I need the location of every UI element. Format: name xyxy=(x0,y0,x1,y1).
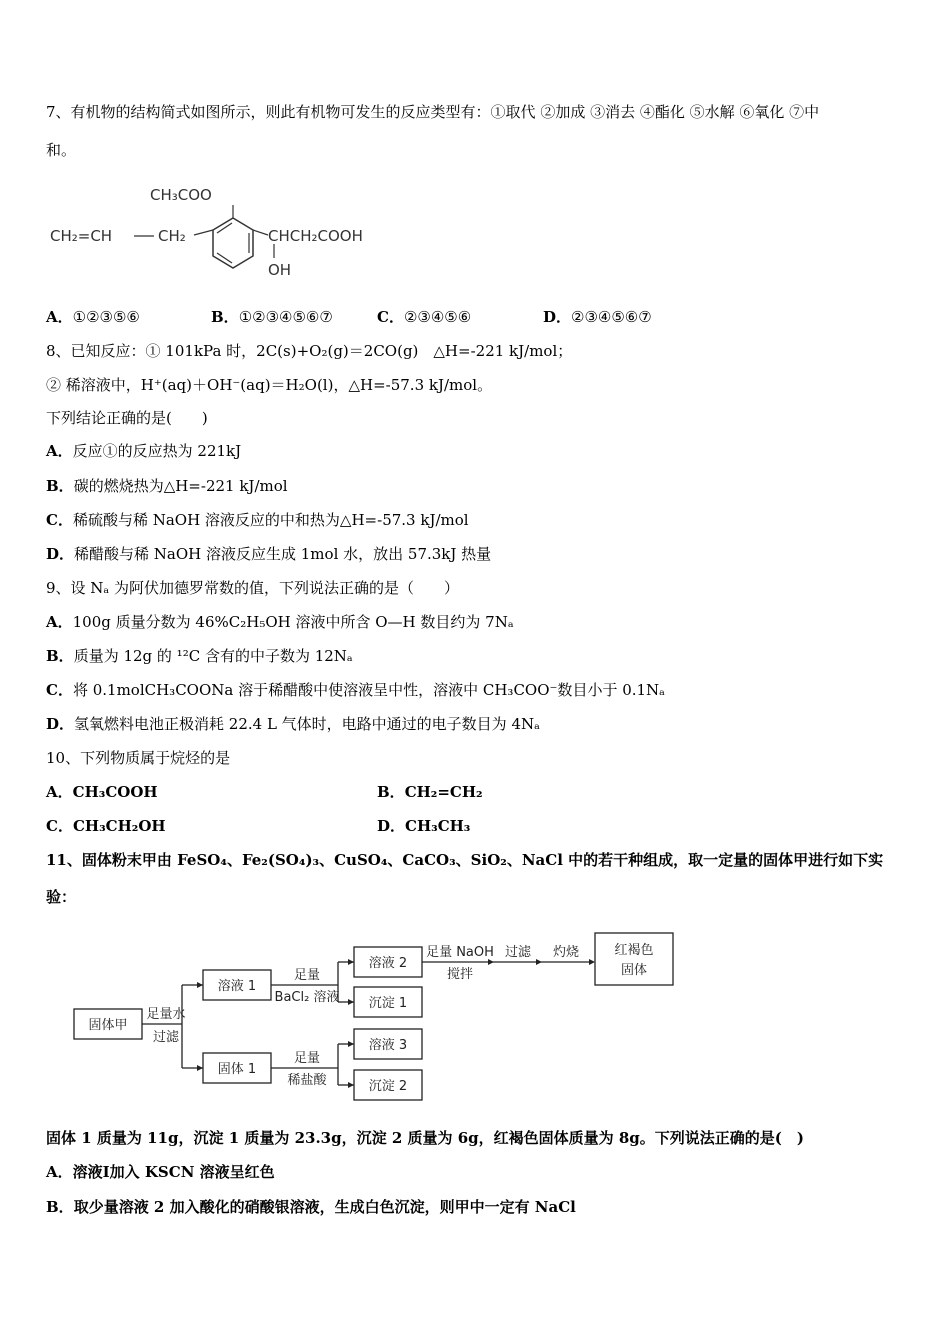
flow-hcl-bottom: 稀盐酸 xyxy=(287,1073,327,1088)
flow-ppt2-label: 沉淀 2 xyxy=(368,1079,408,1094)
q9-stem: 9、设 Nₐ 为阿伏加德罗常数的值，下列说法正确的是（ ） xyxy=(46,579,459,597)
q7-structure-diagram xyxy=(46,178,406,282)
structure-ester-label: CH₃COO xyxy=(150,186,212,204)
flow-product-label-2: 固体 xyxy=(620,963,648,978)
flow-solid1-label: 固体 1 xyxy=(217,1062,257,1077)
structure-vinyl-label: CH₂=CH xyxy=(50,227,113,245)
flow-step1-bottom: 过滤 xyxy=(152,1030,180,1045)
q10-option-a[interactable]: A．CH₃COOH xyxy=(46,783,158,801)
q11-stem-line1: 11、固体粉末甲由 FeSO₄、Fe₂(SO₄)₃、CuSO₄、CaCO₃、SiO₂、NaCl 中的若干种组成，取一定量的固体甲进行如下实 xyxy=(46,851,884,869)
benzene-ring xyxy=(213,218,253,268)
q8-stem-line1: 8、已知反应：① 101kPa 时，2C(s)+O₂(g)＝2CO(g) △H=-221 kJ/mol； xyxy=(46,342,573,360)
q11-data-line: 固体 1 质量为 11g，沉淀 1 质量为 23.3g，沉淀 2 质量为 6g，红褐色固体质量为 8g。下列说法正确的是( ) xyxy=(46,1129,804,1147)
q8-option-a[interactable]: A．反应①的反应热为 221kJ xyxy=(46,442,242,460)
flow-bacl2-bottom: BaCl₂ 溶液 xyxy=(274,990,340,1005)
q11-option-b[interactable]: B．取少量溶液 2 加入酸化的硝酸银溶液，生成白色沉淀，则甲中一定有 NaCl xyxy=(46,1198,576,1216)
q10-option-d[interactable]: D．CH₃CH₃ xyxy=(377,817,471,835)
q10-option-c[interactable]: C．CH₃CH₂OH xyxy=(46,817,166,835)
q8-option-d[interactable]: D．稀醋酸与稀 NaOH 溶液反应生成 1mol 水，放出 57.3kJ 热量 xyxy=(46,545,492,563)
flow-sol3-label: 溶液 3 xyxy=(368,1038,408,1053)
q7-stem-line1: 7、有机物的结构简式如图所示，则此有机物可发生的反应类型有：①取代 ②加成 ③消去 ④酯化 ⑤水解 ⑥氧化 ⑦中 xyxy=(46,103,820,121)
q10-stem: 10、下列物质属于烷烃的是 xyxy=(46,749,231,767)
q7-option-d[interactable]: D．②③④⑤⑥⑦ xyxy=(543,308,652,326)
q9-option-a[interactable]: A．100g 质量分数为 46%C₂H₅OH 溶液中所含 O—H 数目约为 7Nₐ xyxy=(46,613,514,631)
flow-naoh-top: 足量 NaOH xyxy=(426,945,494,960)
q8-stem-line2: ② 稀溶液中，H⁺(aq)＋OH⁻(aq)＝H₂O(l)，△H=-57.3 kJ/mol。 xyxy=(46,376,493,394)
q11-flow-diagram xyxy=(70,925,690,1105)
q11-stem-line2: 验： xyxy=(46,888,77,906)
q9-option-d[interactable]: D．氢氧燃料电池正极消耗 22.4 L 气体时，电路中通过的电子数目为 4Nₐ xyxy=(46,715,540,733)
structure-ch2-label: CH₂ xyxy=(158,227,186,245)
q11-option-a[interactable]: A．溶液Ⅰ加入 KSCN 溶液呈红色 xyxy=(46,1163,275,1181)
flow-step1-top: 足量水 xyxy=(146,1007,186,1022)
flow-burn-label: 灼烧 xyxy=(552,945,580,960)
flow-ppt1-label: 沉淀 1 xyxy=(368,996,408,1011)
q7-stem-line2: 和。 xyxy=(46,141,77,159)
q7-option-c[interactable]: C．②③④⑤⑥ xyxy=(377,308,472,326)
q9-option-b[interactable]: B．质量为 12g 的 ¹²C 含有的中子数为 12Nₐ xyxy=(46,647,353,665)
flow-sol1-label: 溶液 1 xyxy=(217,979,257,994)
flow-sol2-label: 溶液 2 xyxy=(368,956,408,971)
q7-option-a[interactable]: A．①②③⑤⑥ xyxy=(46,308,140,326)
q10-option-b[interactable]: B．CH₂=CH₂ xyxy=(377,783,483,801)
flow-naoh-bottom: 搅拌 xyxy=(446,967,474,982)
structure-chain-label: CHCH₂COOH xyxy=(268,227,363,245)
q8-stem-line3: 下列结论正确的是( ) xyxy=(46,409,208,427)
q9-option-c[interactable]: C．将 0.1molCH₃COONa 溶于稀醋酸中使溶液呈中性，溶液中 CH₃COO⁻数目小于 0.1Nₐ xyxy=(46,681,665,699)
flow-hcl-top: 足量 xyxy=(293,1051,321,1066)
flow-bacl2-top: 足量 xyxy=(293,968,321,983)
flow-product-label-1: 红褐色 xyxy=(614,943,654,958)
q7-option-b[interactable]: B．①②③④⑤⑥⑦ xyxy=(211,308,333,326)
structure-oh-label: OH xyxy=(268,261,292,279)
q8-option-c[interactable]: C．稀硫酸与稀 NaOH 溶液反应的中和热为△H=-57.3 kJ/mol xyxy=(46,511,469,529)
q8-option-b[interactable]: B．碳的燃烧热为△H=-221 kJ/mol xyxy=(46,477,288,495)
flow-filter-label: 过滤 xyxy=(504,945,532,960)
flow-start-label: 固体甲 xyxy=(88,1018,128,1033)
